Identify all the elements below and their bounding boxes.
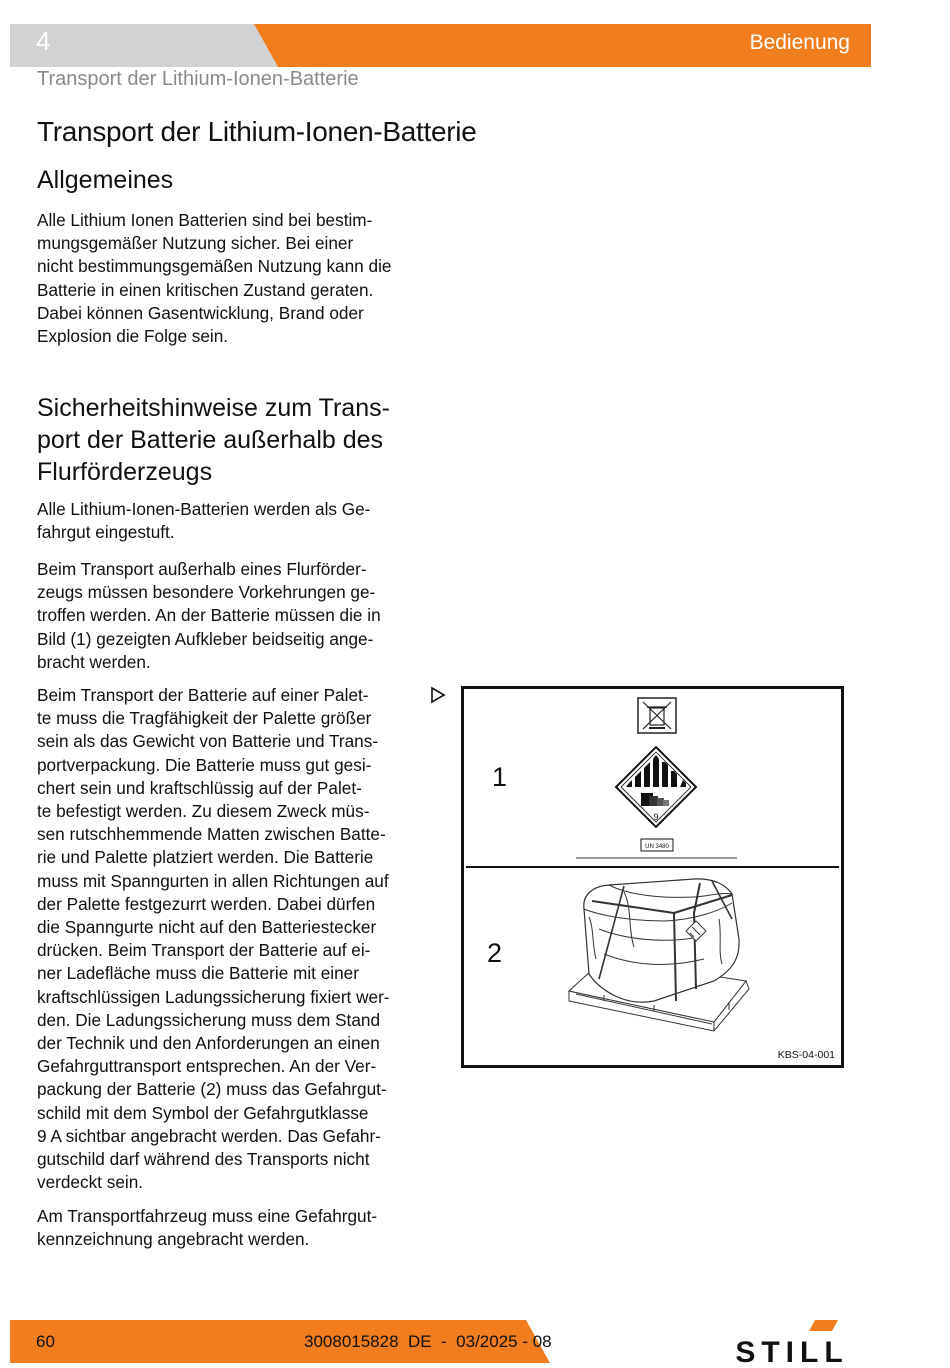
text-line: kraftschlüssigen Ladungssicherung fixiert wer- — [37, 986, 390, 1007]
text-line: Beim Transport der Batterie auf einer Palet- — [37, 685, 369, 705]
text-line: nicht bestimmungsgemäßen Nutzung kann die — [37, 256, 392, 277]
page-title: Transport der Lithium-Ionen-Batterie — [37, 116, 477, 147]
heading-line: Sicherheitshinweise zum Trans- — [37, 394, 390, 422]
un-number: UN 3480 — [645, 844, 669, 850]
figure-divider — [466, 866, 839, 868]
text-line: Dabei können Gasentwicklung, Brand oder — [37, 302, 364, 323]
page-number: 60 — [36, 1332, 55, 1351]
text-line: fahrgut eingestuft. — [37, 522, 175, 543]
text-line: sen rutschhemmende Matten zwischen Batte- — [37, 824, 386, 845]
chapter-number: 4 — [36, 26, 51, 56]
text-line: Bild (1) gezeigten Aufkleber beidseitig ange- — [37, 628, 374, 649]
text-line: den. Die Ladungssicherung muss dem Stand — [37, 1009, 381, 1030]
heading-line: Flurförderzeugs — [37, 458, 213, 486]
paragraph-vorkehrungen — [37, 558, 437, 674]
figure-battery-transport — [461, 686, 844, 1068]
text-line: der Palette festgezurrt werden. Dabei dürfen — [37, 893, 376, 914]
header-band — [10, 24, 871, 67]
figure-label-1: 1 — [492, 762, 508, 792]
text-line: die Spanngurte nicht auf den Batteriestecker — [37, 917, 377, 938]
battery-on-pallet-illustration — [569, 879, 749, 1031]
text-line: 9 A sichtbar angebracht werden. Das Gefahr- — [37, 1125, 381, 1146]
text-line: schild mit dem Symbol der Gefahrgutklasse — [37, 1102, 369, 1123]
text-line: Explosion die Folge sein. — [37, 326, 229, 347]
figure-drawing — [464, 689, 841, 1065]
text-line: Am Transportfahrzeug muss eine Gefahrgut- — [37, 1206, 378, 1226]
paragraph-gefahrgut — [37, 498, 437, 544]
text-line: zeugs müssen besondere Vorkehrungen ge- — [37, 582, 376, 603]
header-shape — [10, 24, 871, 67]
text-line: gutschild darf während des Transports nicht — [37, 1149, 370, 1170]
crossed-bin-icon — [638, 698, 676, 733]
heading-line: port der Batterie außerhalb des — [37, 426, 384, 454]
text-line: der Technik und den Anforderungen an einen — [37, 1033, 380, 1054]
text-line: chert sein und kraftschlüssig auf der Palet- — [37, 777, 362, 798]
text-line: te befestigt werden. Zu diesem Zweck müs- — [37, 801, 370, 822]
triangle-right-icon — [430, 686, 446, 704]
still-logo — [712, 1318, 872, 1366]
text-line: ner Ladefläche muss die Batterie mit einer — [37, 963, 359, 984]
text-line: Gefahrguttransport entsprechen. An der Ver- — [37, 1056, 377, 1077]
text-line: rie und Palette platziert werden. Die Batterie — [37, 847, 374, 868]
heading-allgemeines: Allgemeines — [37, 166, 174, 194]
section-name: Bedienung — [749, 31, 850, 54]
text-line: mungsgemäßer Nutzung sicher. Bei einer — [37, 233, 354, 254]
paragraph-palette — [37, 684, 437, 1194]
logo-text: STILL — [735, 1336, 849, 1366]
text-line: te muss die Tragfähigkeit der Palette größer — [37, 708, 372, 729]
text-line: muss mit Spanngurten in allen Richtungen auf — [37, 870, 389, 891]
text-line: Beim Transport außerhalb eines Flurförder- — [37, 559, 367, 579]
paragraph-allgemeines — [37, 209, 437, 348]
text-line: Alle Lithium Ionen Batterien sind bei bestim- — [37, 210, 373, 230]
figure-label-2: 2 — [487, 938, 503, 968]
text-line: portverpackung. Die Batterie muss gut gesi- — [37, 754, 372, 775]
paragraph-transportfahrzeug — [37, 1205, 437, 1251]
text-line: drücken. Beim Transport der Batterie auf ei- — [37, 940, 371, 961]
text-line: troffen werden. An der Batterie müssen die in — [37, 605, 381, 626]
running-title: Transport der Lithium-Ionen-Batterie — [37, 68, 359, 90]
text-line: Alle Lithium-Ionen-Batterien werden als Ge- — [37, 499, 371, 519]
text-line: bracht werden. — [37, 651, 151, 672]
text-line: verdeckt sein. — [37, 1172, 144, 1193]
hazard-class-number: 9 — [653, 812, 659, 822]
text-line: packung der Batterie (2) muss das Gefahrgut- — [37, 1079, 387, 1100]
text-line: Batterie in einen kritischen Zustand geraten. — [37, 279, 374, 300]
document-reference: 3008015828 DE - 03/2025 - 08 — [304, 1332, 552, 1351]
text-line: kennzeichnung angebracht werden. — [37, 1229, 310, 1250]
text-line: sein als das Gewicht von Batterie und Trans- — [37, 731, 379, 752]
heading-sicherheitshinweise — [37, 392, 437, 488]
figure-code: KBS-04-001 — [777, 1049, 835, 1061]
